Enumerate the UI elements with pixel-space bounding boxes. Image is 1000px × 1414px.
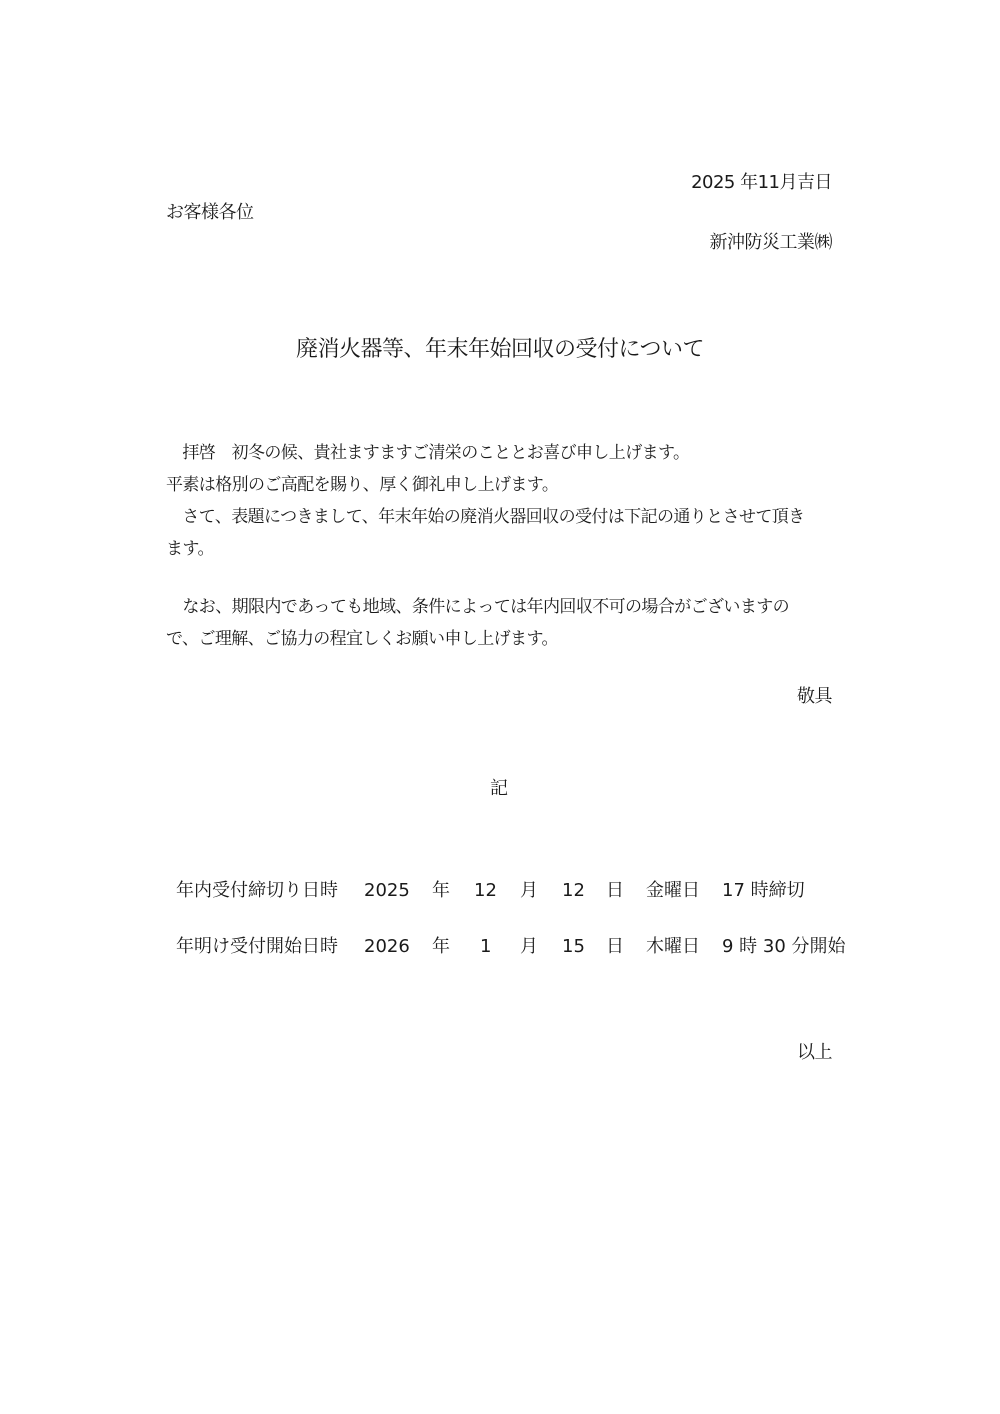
schedule-year-unit: 年 [432,880,450,901]
schedule-month: 12 [474,880,497,901]
schedule-label: 年明け受付開始日時 [176,936,338,957]
schedule-year: 2025 [364,880,410,901]
body-line: ます。 [166,539,214,559]
schedule-day: 15 [562,936,585,957]
body-line: なお、期限内であっても地域、条件によっては年内回収不可の場合がございますの [166,597,790,617]
body-line: で、ご理解、ご協力の程宜しくお願い申し上げます。 [166,629,558,649]
schedule-month-unit: 月 [520,880,538,901]
sender-company: 新沖防災工業㈱ [709,232,832,253]
schedule-month: 1 [480,936,492,957]
schedule-time: 9 時 30 分開始 [722,936,846,957]
schedule-day-unit: 日 [606,936,624,957]
recipient: お客様各位 [166,202,254,223]
schedule-month-unit: 月 [520,936,538,957]
body-line: 平素は格別のご高配を賜り、厚く御礼申し上げます。 [166,475,559,495]
schedule-weekday: 木曜日 [646,936,700,957]
schedule-day-unit: 日 [606,880,624,901]
schedule-day: 12 [562,880,585,901]
closing-keigu: 敬具 [797,686,832,707]
body-line: 拝啓 初冬の候、貴社ますますご清栄のこととお喜び申し上げます。 [166,443,690,463]
closing-ijou: 以上 [797,1042,832,1063]
ki-heading: 記 [490,778,508,799]
schedule-weekday: 金曜日 [646,880,700,901]
schedule-time: 17 時締切 [722,880,805,901]
body-line: さて、表題につきまして、年末年始の廃消火器回収の受付は下記の通りとさせて頂き [166,507,805,527]
schedule-label: 年内受付締切り日時 [176,880,338,901]
document-title: 廃消火器等、年末年始回収の受付について [295,337,705,362]
schedule-year-unit: 年 [432,936,450,957]
document-date: 2025 年11月吉日 [691,172,832,193]
schedule-year: 2026 [364,936,410,957]
